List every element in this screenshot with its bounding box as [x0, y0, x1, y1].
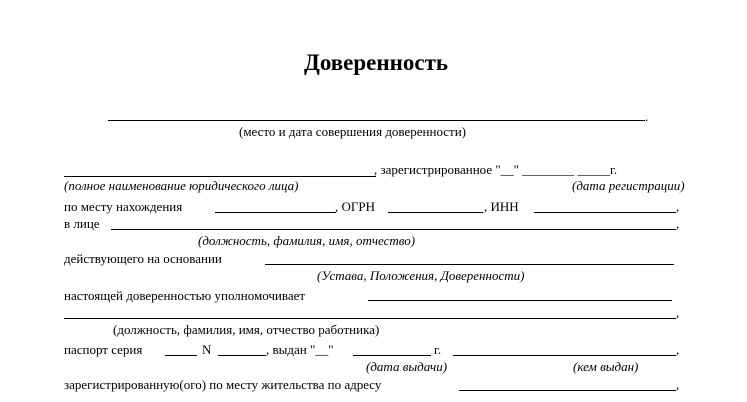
passport-series-label: паспорт серия [64, 342, 143, 357]
authorizes-label: настоящей доверенностью уполномочивает [64, 288, 306, 303]
caption-position-name: (должность, фамилия, имя, отчество) [198, 233, 416, 248]
inn-label: , ИНН [484, 199, 519, 214]
year-label: г. [434, 342, 442, 357]
caption-issue-date: (дата выдачи) [366, 359, 448, 374]
represented-by-line [111, 229, 676, 230]
issued-label: , выдан "__" [266, 342, 334, 357]
basis-line [265, 264, 674, 265]
location-line [215, 212, 336, 213]
registered-address-comma: , [676, 377, 680, 392]
issue-date-line [353, 355, 431, 356]
caption-legal-name: (полное наименование юридического лица) [64, 178, 299, 193]
caption-employee: (должность, фамилия, имя, отчество работника) [113, 322, 380, 337]
issued-by-comma: , [676, 342, 680, 357]
location-label: по месту нахождения [64, 199, 183, 214]
passport-number-line [218, 355, 266, 356]
issued-by-line [453, 355, 676, 356]
employee-line [64, 318, 676, 319]
inn-comma: , [676, 199, 680, 214]
caption-place-date: (место и дата совершения доверенности) [239, 124, 467, 139]
place-date-line-end: . [645, 109, 649, 124]
passport-series-line [165, 355, 197, 356]
registered-text: , зарегистрированное "__" ________ _____г. [374, 162, 618, 177]
ogrn-label: , ОГРН [335, 199, 376, 214]
place-date-line [108, 120, 645, 121]
represented-by-comma: , [676, 216, 680, 231]
caption-basis: (Устава, Положения, Доверенности) [317, 268, 525, 283]
authorizes-line [368, 300, 672, 301]
ogrn-line [388, 212, 483, 213]
document-title: Доверенность [304, 50, 449, 75]
employee-comma: , [676, 305, 680, 320]
passport-n-label: N [202, 342, 212, 357]
registered-address-label: зарегистрированную(ого) по месту жительства по адресу [64, 377, 382, 392]
caption-reg-date: (дата регистрации) [572, 178, 685, 193]
acting-basis-label: действующего на основании [64, 251, 222, 266]
legal-name-line [64, 176, 376, 177]
registered-address-line [459, 390, 676, 391]
represented-by-label: в лице [64, 216, 100, 231]
inn-line [534, 212, 676, 213]
caption-issued-by: (кем выдан) [573, 359, 639, 374]
